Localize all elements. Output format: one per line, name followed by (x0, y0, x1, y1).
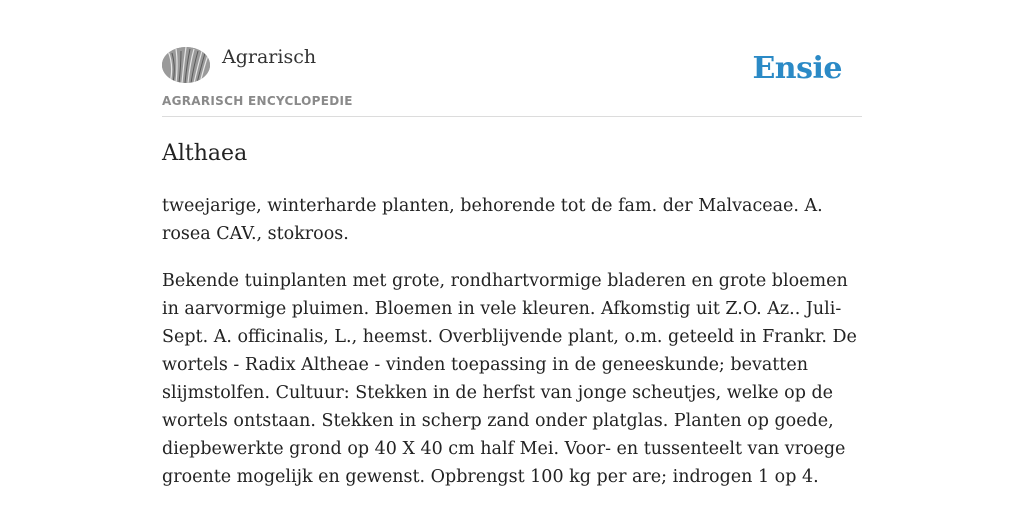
article-page (162, 0, 862, 487)
wheat-icon[interactable] (162, 47, 210, 83)
entry-title: Althaea (162, 141, 248, 166)
source-header (162, 0, 862, 117)
source-subtitle: AGRARISCH ENCYCLOPEDIE (162, 94, 353, 108)
entry-paragraph: tweejarige, winterharde planten, behorende tot de fam. der Malvaceae. A. rosea CAV., stokroos. (162, 196, 823, 244)
entry-paragraph: Bekende tuinplanten met grote, rondhartvormige bladeren en grote bloemen in aarvormige pluimen. Bloemen in vele kleuren. Afkomstig uit Z.O. Az.. Juli-Sept. A. officinalis, L., heemst. Overblijvende plant, o.m. geteeld in Frankr. De wortels - Radix Altheae - vinden toepassing in de geneeskunde; bevatten slijmstolfen. Cultuur: Stekken in de herfst van jonge scheutjes, welke op de wortels ontstaan. Stekken in scherp zand onder platglas. Planten op goede, diepbewerkte grond op 40 X 40 cm half Mei. Voor- en tussenteelt van vroege groente mogelijk en gewenst. Opbrengst 100 kg per are; indrogen 1 op 4. (162, 271, 857, 487)
source-title[interactable]: Agrarisch (222, 46, 317, 68)
ensie-logo[interactable]: Ensie (752, 51, 842, 86)
